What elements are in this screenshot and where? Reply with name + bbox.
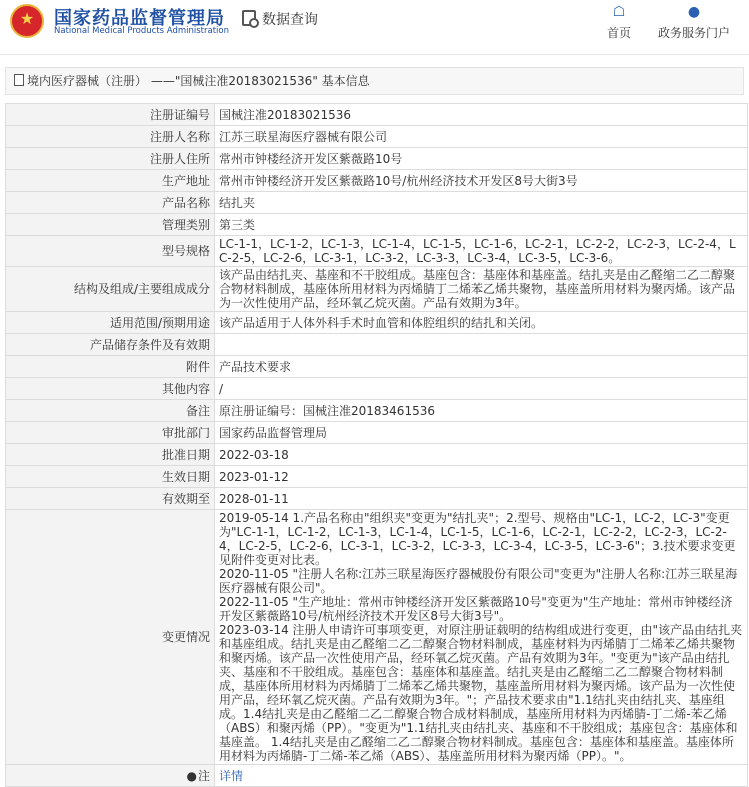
field-label: [6, 765, 215, 787]
nav-home[interactable]: [603, 4, 635, 41]
breadcrumb: [5, 67, 744, 95]
field-label: 产品名称: [6, 192, 215, 214]
data-query-icon: [242, 10, 256, 26]
field-label: 管理类别: [6, 214, 215, 236]
field-value: 2023-01-12: [215, 466, 748, 488]
change-entry: 2020-11-05 "注册人名称:江苏三联星海医疗器械股份有限公司"变更为"注册人名称:江苏三联星海医疗器械有限公司"。: [219, 567, 738, 595]
field-value: [215, 765, 748, 787]
table-row: [6, 126, 748, 148]
data-query-title[interactable]: 数据查询: [262, 12, 318, 28]
field-value: 2028-01-11: [215, 488, 748, 510]
org-name-cn: 国家药品监督管理局: [54, 8, 225, 29]
field-value: LC-1-1，LC-1-2，LC-1-3，LC-1-4，LC-1-5，LC-1-6，LC-2-1，LC-2-2，LC-2-3，LC-2-4，LC-2-5，LC-2-6，LC-3-1，LC-3-2，LC-3-3，LC-3-4，LC-3-5，LC-3-6。: [215, 236, 748, 267]
field-value: 江苏三联星海医疗器械有限公司: [215, 126, 748, 148]
field-value: 2022-03-18: [215, 444, 748, 466]
registration-info-table: [5, 103, 748, 787]
field-value: 该产品由结扎夹、基座和不干胶组成。基座包含：基座体和基座盖。结扎夹是由乙醛缩二乙二醇聚合物材料制成，基座体所用材料为丙烯腈丁二烯苯乙烯共聚物，基座盖所用材料为聚丙烯。该产品为一次性使用产品，经环氧乙烷灭菌。产品有效期为3年。: [215, 267, 748, 312]
field-value: /: [215, 378, 748, 400]
field-label: 结构及组成/主要组成成分: [6, 267, 215, 312]
table-row: [6, 765, 748, 787]
field-label: 变更情况: [6, 510, 215, 765]
pin-icon: ●: [186, 768, 197, 783]
field-label: 注册证编号: [6, 104, 215, 126]
field-label: 附件: [6, 356, 215, 378]
field-value: [215, 334, 748, 356]
field-value: 国家药品监督管理局: [215, 422, 748, 444]
change-entry: 2022-11-05 "生产地址：常州市钟楼经济开发区紫薇路10号"变更为"生产地址：常州市钟楼经济开发区紫薇路10号/杭州经济技术开发区8号大街3号"。: [219, 595, 733, 623]
table-row: [6, 214, 748, 236]
org-name-en: National Medical Products Administration: [54, 26, 229, 36]
field-label: 生效日期: [6, 466, 215, 488]
field-label: 注册人名称: [6, 126, 215, 148]
table-row: [6, 422, 748, 444]
field-label: 型号规格: [6, 236, 215, 267]
table-row: [6, 466, 748, 488]
table-row: [6, 400, 748, 422]
table-row: [6, 148, 748, 170]
nav-home-label[interactable]: 首页: [606, 26, 631, 40]
table-row: [6, 378, 748, 400]
national-emblem-logo: [10, 4, 44, 38]
field-value: 该产品适用于人体外科手术时血管和体腔组织的结扎和关闭。: [215, 312, 748, 334]
table-row: [6, 334, 748, 356]
field-value: 产品技术要求: [215, 356, 748, 378]
field-label: 备注: [6, 400, 215, 422]
user-icon: ●: [687, 4, 701, 20]
field-value: 国械注准20183021536: [215, 104, 748, 126]
nav-service-portal[interactable]: [655, 4, 733, 41]
field-value: 第三类: [215, 214, 748, 236]
note-label: 注: [197, 768, 210, 783]
field-label: 生产地址: [6, 170, 215, 192]
change-history: [215, 510, 748, 765]
table-row: [6, 236, 748, 267]
table-row: [6, 312, 748, 334]
field-label: 审批部门: [6, 422, 215, 444]
breadcrumb-text: 境内医疗器械（注册） ——"国械注准20183021536" 基本信息: [27, 74, 370, 88]
field-value: 原注册证编号：国械注准20183461536: [215, 400, 748, 422]
table-row: [6, 192, 748, 214]
field-label: 批准日期: [6, 444, 215, 466]
table-row: [6, 510, 748, 765]
nav-portal-label[interactable]: 政务服务门户: [657, 26, 730, 40]
field-value: 结扎夹: [215, 192, 748, 214]
document-icon: [14, 74, 24, 86]
table-row: [6, 267, 748, 312]
table-row: [6, 444, 748, 466]
table-row: [6, 488, 748, 510]
change-entry: 2023-03-14 注册人申请许可事项变更，对原注册证载明的结构组成进行变更，由"该产品由结扎夹和基座组成。结扎夹是由乙醛缩二乙二醇聚合物材料制成，基座材料为丙烯腈丁二烯苯乙烯共聚物和聚丙烯。该产品一次性使用产品，经环氧乙烷灭菌。产品有效期为3年。"变更为"该产品由结扎夹、基座和不干胶组成。基座包含：基座体和基座盖。结扎夹是由乙醛缩二乙二醇聚合物材料制成，基座体所用材料为丙烯腈丁二烯苯乙烯共聚物，基座盖所用材料为聚丙烯。该产品为一次性使用产品，经环氧乙烷灭菌。产品有效期为3年。"；产品技术要求由"1.1结扎夹由结扎夹、基座组成。1.4结扎夹是由乙醛缩二乙二醇聚合物合成材料制成，基座所用材料为丙烯腈-丁二烯-苯乙烯（ABS）和聚丙烯（PP）。"变更为"1.1结扎夹由结扎夹、基座和不干胶组成；基座包含：基座体和基座盖。 1.4结扎夹是由乙醛缩二乙二醇聚合物材料制成。基座包含：基座体和基座盖。基座体所用材料为丙烯腈-丁二烯-苯乙烯（ABS）、基座盖所用材料为聚丙烯（PP）。"。: [219, 623, 743, 763]
field-value: 常州市钟楼经济开发区紫薇路10号/杭州经济技术开发区8号大街3号: [215, 170, 748, 192]
field-value: 常州市钟楼经济开发区紫薇路10号: [215, 148, 748, 170]
table-row: [6, 170, 748, 192]
site-header: [0, 0, 749, 55]
table-row: [6, 104, 748, 126]
table-row: [6, 356, 748, 378]
home-icon: ☖: [612, 4, 626, 20]
detail-link[interactable]: 详情: [219, 768, 244, 783]
field-label: 注册人住所: [6, 148, 215, 170]
field-label: 产品储存条件及有效期: [6, 334, 215, 356]
change-entry: 2019-05-14 1.产品名称由"组织夹"变更为"结扎夹"；2.型号、规格由"LC-1，LC-2，LC-3"变更为"LC-1-1，LC-1-2，LC-1-3，LC-1-4，LC-1-5，LC-1-6，LC-2-1，LC-2-2，LC-2-3，LC-2-4，LC-2-5，LC-2-6，LC-3-1，LC-3-2，LC-3-3，LC-3-4，LC-3-5，LC-3-6"；3.技术要求变更见附件变更对比表。: [219, 511, 736, 567]
field-label: 有效期至: [6, 488, 215, 510]
field-label: 适用范围/预期用途: [6, 312, 215, 334]
field-label: 其他内容: [6, 378, 215, 400]
